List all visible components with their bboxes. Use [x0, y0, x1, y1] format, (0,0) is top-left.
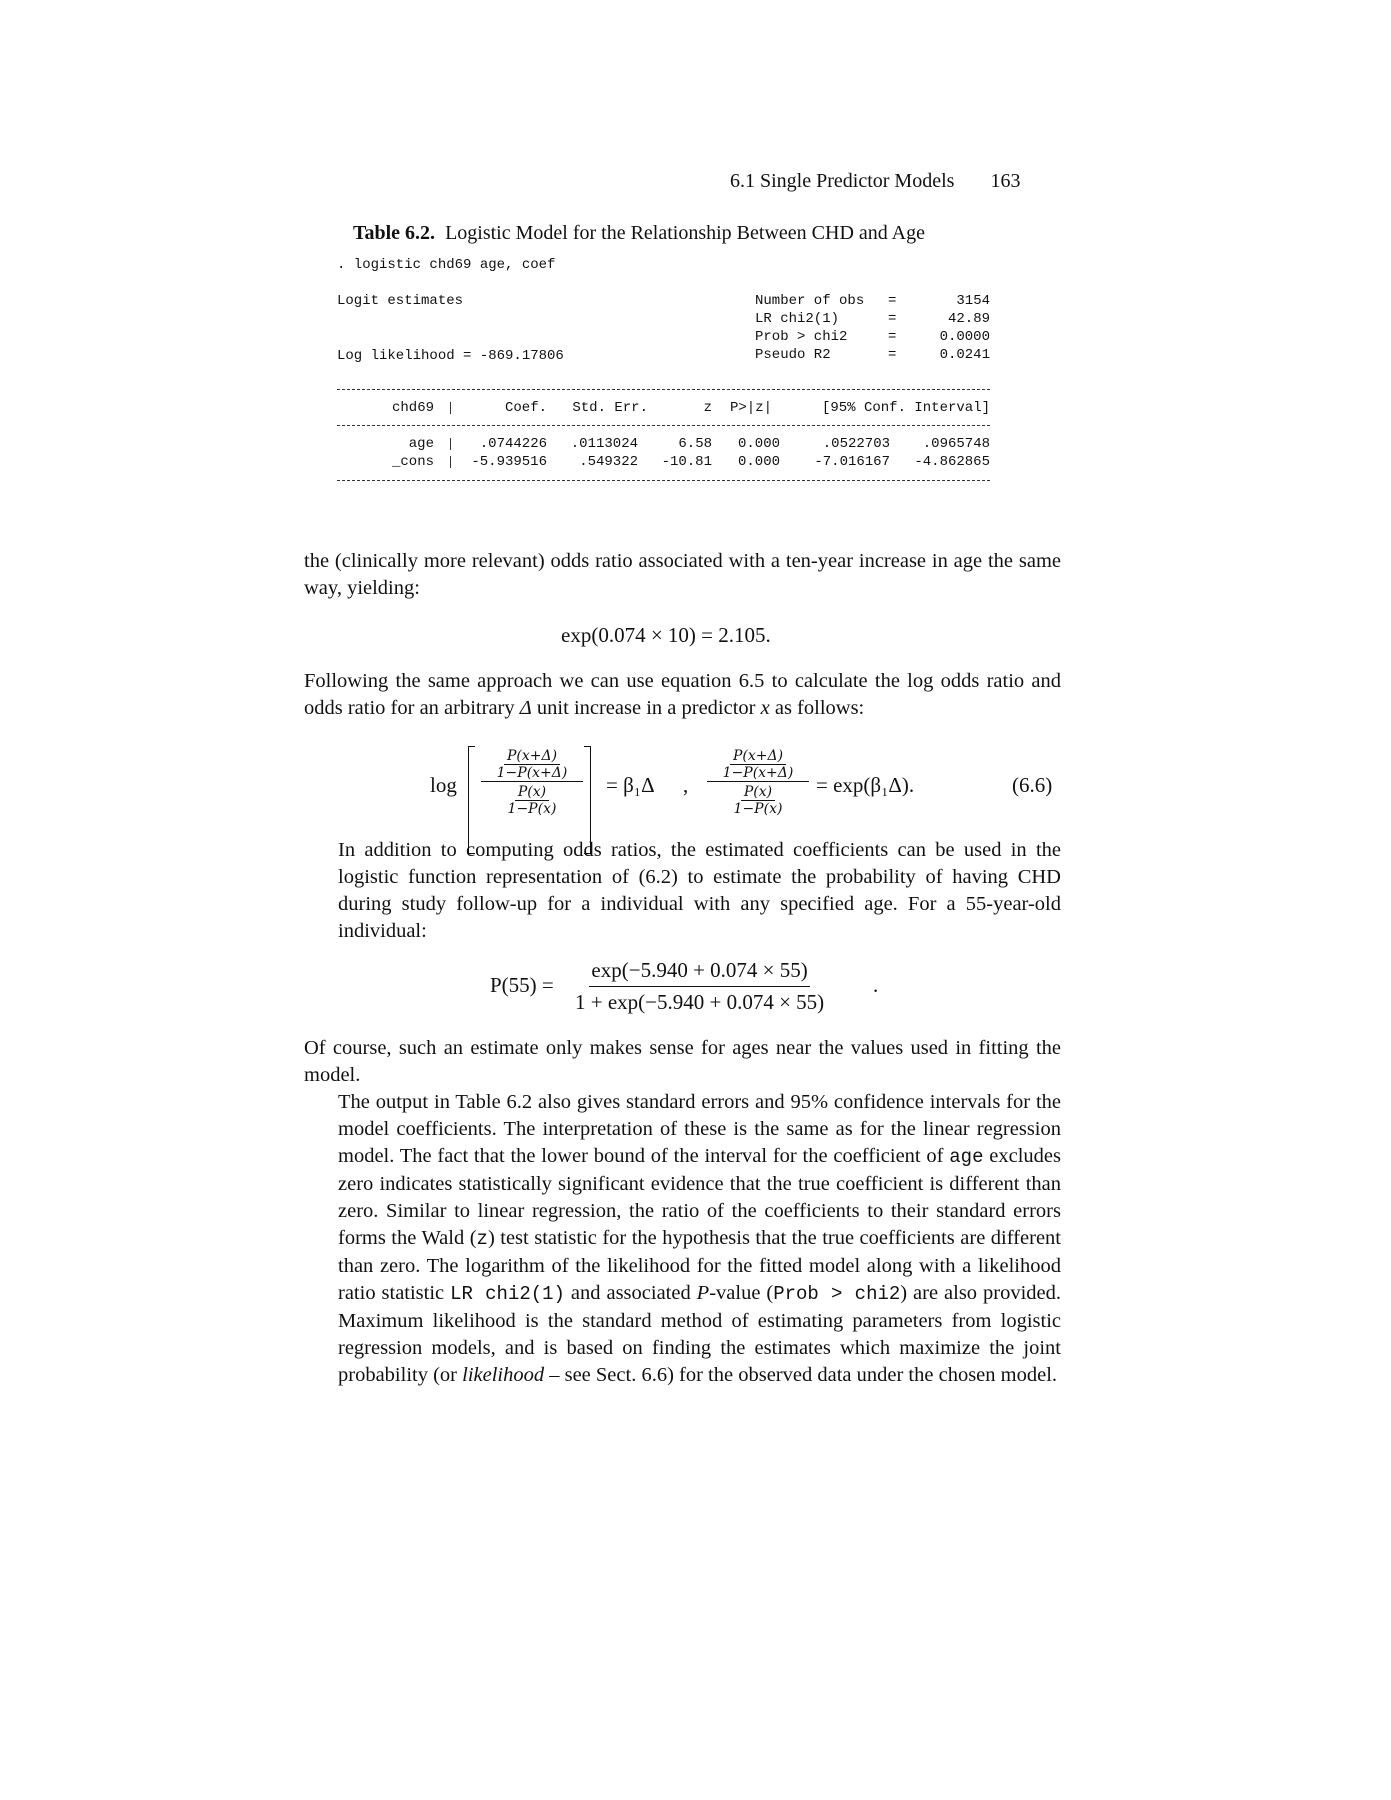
header-p: P>|z| — [730, 400, 773, 416]
equation-lhs: P(55) = — [490, 973, 554, 997]
row-ci-high: .0965748 — [922, 436, 990, 452]
stat-equals: = — [888, 311, 897, 327]
log-likelihood: Log likelihood = -869.17806 — [337, 348, 564, 364]
text-run: unit increase in a predictor — [531, 697, 761, 719]
header-var: chd69 — [391, 400, 434, 416]
row-var: _cons — [391, 454, 434, 470]
text-run: as follows: — [769, 697, 865, 719]
header-se: Std. Err. — [572, 400, 648, 416]
fraction-numerator: exp(−5.940 + 0.074 × 55) — [589, 958, 809, 987]
paragraph — [304, 668, 1061, 722]
table-title: Logistic Model for the Relationship Between CHD and Age — [445, 222, 925, 244]
fraction-denominator: 1 + exp(−5.940 + 0.074 × 55) — [575, 990, 825, 1014]
text-run: ) are also provided. Maximum likelihood is the standard method of estimating parameters from logistic regression models, and is based on finding the estimates which maximize the joint probability (or — [338, 1282, 1062, 1386]
italic-p: P — [696, 1282, 710, 1304]
code-prob-chi2: Prob > chi2 — [773, 1283, 901, 1305]
row-p: 0.000 — [737, 454, 780, 470]
exp-beta-delta: = exp(β₁Δ). — [816, 773, 915, 797]
equation-fraction — [575, 958, 824, 1015]
stat-label: Number of obs — [755, 293, 865, 309]
header-coef: Coef. — [504, 400, 547, 416]
equation-comma: , — [683, 773, 689, 797]
numerator-one-minus-p: 1−P(x+Δ) — [722, 765, 794, 781]
table-rule-mid — [337, 425, 990, 426]
code-age: age — [949, 1146, 984, 1168]
section-title: 6.1 Single Predictor Models — [730, 170, 955, 192]
row-p: 0.000 — [737, 436, 780, 452]
text-run: – see Sect. 6.6) for the observed data under the chosen model. — [544, 1364, 1058, 1386]
row-coef: .0744226 — [479, 436, 547, 452]
equation-period: . — [873, 973, 879, 997]
stat-value: 3154 — [956, 293, 990, 309]
denominator-one-minus-p: 1−P(x) — [733, 801, 783, 817]
log-odds-fraction — [480, 748, 584, 817]
page-number: 163 — [990, 170, 1021, 192]
numerator-p: P(x+Δ) — [504, 748, 560, 765]
text-run: ) test statistic for the hypothesis that the true coefficients are different than zero. The logarithm of the likelihood for the fitted model along with a likelihood ratio statistic — [338, 1227, 1061, 1304]
table-rule-bottom — [337, 480, 990, 481]
row-coef: -5.939516 — [471, 454, 547, 470]
estimates-label: Logit estimates — [337, 293, 464, 309]
text-run: The output in Table 6.2 also gives standard errors and 95% confidence intervals for the model coefficients. The interpretation of these is the same as for the linear regression model. The fact that the lower bound of the interval for the coefficient of — [338, 1091, 1061, 1167]
row-var: age — [408, 436, 434, 452]
equation-odds-ratio-ten-year: exp(0.074 × 10) = 2.105. — [561, 623, 771, 647]
paragraph — [304, 837, 1061, 945]
column-separator — [450, 402, 451, 414]
row-ci-low: .0522703 — [822, 436, 890, 452]
denominator-p: P(x) — [515, 784, 549, 801]
row-ci-high: -4.862865 — [914, 454, 990, 470]
denominator-one-minus-p: 1−P(x) — [507, 801, 557, 817]
stat-label: Pseudo R2 — [755, 347, 831, 363]
paragraph: Of course, such an estimate only makes sense for ages near the values used in fitting the model. — [304, 1037, 1061, 1086]
stat-value: 0.0000 — [939, 329, 990, 345]
text-run: -value ( — [709, 1282, 774, 1304]
italic-likelihood: likelihood — [462, 1364, 545, 1386]
text-run: excludes zero indicates statistically significant evidence that the true coefficient is different than zero. Similar to linear regression, the ratio of the coefficients to their standard errors forms the Wald ( — [338, 1145, 1061, 1249]
stat-equals: = — [888, 293, 897, 309]
stata-command: . logistic chd69 age, coef — [337, 257, 556, 273]
header-ci: [95% Conf. Interval] — [821, 400, 990, 416]
row-z: -10.81 — [661, 454, 712, 470]
paragraph: the (clinically more relevant) odds ratio associated with a ten-year increase in age the same way, yielding: — [304, 550, 1061, 599]
variable-x: x — [760, 697, 770, 719]
code-lr-chi2: LR chi2(1) — [450, 1283, 565, 1305]
table-rule-top — [337, 389, 990, 390]
stat-label: Prob > chi2 — [755, 329, 848, 345]
row-se: .549322 — [579, 454, 638, 470]
denominator-p: P(x) — [741, 784, 775, 801]
numerator-one-minus-p: 1−P(x+Δ) — [496, 765, 568, 781]
stat-value: 0.0241 — [939, 347, 990, 363]
log-operator: log — [430, 773, 457, 797]
column-separator — [450, 438, 451, 450]
numerator-p: P(x+Δ) — [730, 748, 786, 765]
paragraph-text: In addition to computing odds ratios, the estimated coefficients can be used in the logistic function representation of (6.2) to estimate the probability of having CHD during study follow-up for a individual with any specified age. For a 55-year-old individual: — [338, 839, 1061, 942]
paragraph-text — [304, 1089, 1061, 1389]
stat-equals: = — [888, 329, 897, 345]
running-head — [730, 170, 1020, 193]
beta-delta: = β₁Δ — [606, 773, 655, 797]
row-ci-low: -7.016167 — [814, 454, 890, 470]
column-separator — [450, 456, 451, 468]
text-run: Following the same approach we can use equation 6.5 to calculate the log odds ratio and odds ratio for an arbitrary — [304, 670, 1061, 719]
table-caption — [353, 222, 925, 245]
text-run: and associated — [564, 1282, 697, 1304]
delta-symbol: Δ — [519, 697, 532, 719]
equation-number: (6.6) — [1012, 773, 1053, 797]
row-z: 6.58 — [678, 436, 712, 452]
stat-equals: = — [888, 347, 897, 363]
code-z: z — [476, 1228, 488, 1250]
paragraph — [304, 1089, 1061, 1389]
table-label: Table 6.2. — [353, 222, 436, 244]
header-z: z — [703, 400, 712, 416]
stat-value: 42.89 — [947, 311, 990, 327]
stat-label: LR chi2(1) — [755, 311, 840, 327]
row-se: .0113024 — [570, 436, 638, 452]
odds-ratio-fraction — [706, 748, 810, 817]
